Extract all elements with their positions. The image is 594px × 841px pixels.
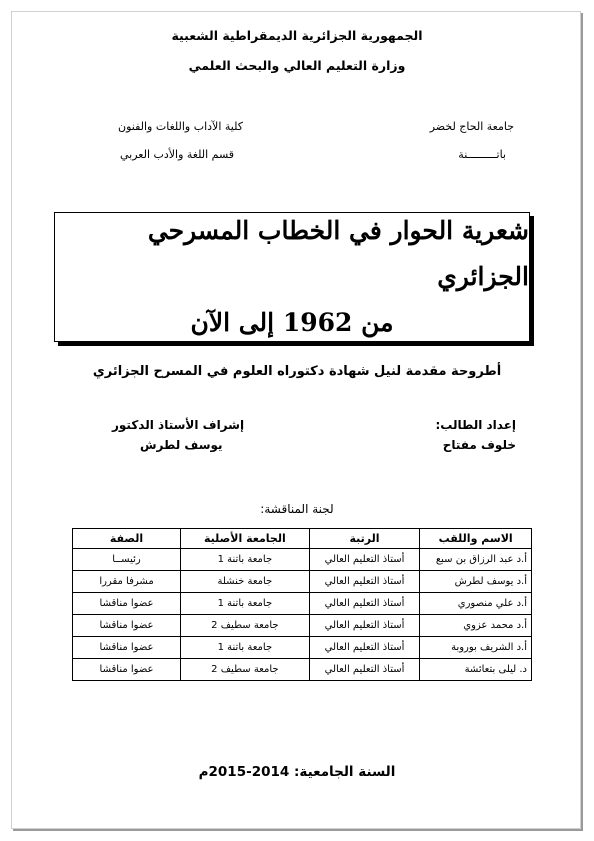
department-name: قسم اللغة والأدب العربي	[120, 148, 235, 161]
student-label: إعداد الطالب:	[435, 418, 516, 432]
member-university: جامعة باتنة 1	[181, 549, 310, 571]
member-rank: أستاذ التعليم العالي	[309, 637, 420, 659]
header-role: الصفة	[73, 529, 181, 549]
member-name: أ.د الشريف بوروبة	[420, 637, 532, 659]
city-name: باتـــــــــنة	[458, 148, 506, 161]
header-name: الاسم واللقب	[420, 529, 532, 549]
table-row	[73, 615, 532, 637]
academic-year: السنة الجامعية: 2014-2015م	[198, 764, 396, 780]
member-rank: أستاذ التعليم العالي	[309, 659, 420, 681]
thesis-title-line-2: من 1962 إلى الآن	[190, 308, 394, 337]
table-row	[73, 593, 532, 615]
committee-header-row	[73, 529, 532, 549]
faculty-name: كلية الآداب واللغات والفنون	[118, 120, 243, 133]
table-row	[73, 571, 532, 593]
member-role: عضوا مناقشا	[73, 637, 181, 659]
supervisor-label: إشراف الأستاذ الدكتور	[112, 418, 245, 432]
member-university: جامعة سطيف 2	[181, 615, 310, 637]
member-name: أ.د محمد عزوي	[420, 615, 532, 637]
table-row	[73, 637, 532, 659]
member-name: أ.د عبد الرزاق بن سبع	[420, 549, 532, 571]
member-rank: أستاذ التعليم العالي	[309, 549, 420, 571]
table-row	[73, 659, 532, 681]
member-rank: أستاذ التعليم العالي	[309, 571, 420, 593]
thesis-statement: أطروحة مقدمة لنيل شهادة دكتوراه العلوم في المسرح الجزائري	[92, 364, 502, 379]
supervisor-name: يوسف لطرش	[140, 438, 223, 452]
member-name: أ.د علي منصوري	[420, 593, 532, 615]
committee-label: لجنة المناقشة:	[260, 502, 334, 516]
republic-heading: الجمهورية الجزائرية الديمقراطية الشعبية	[171, 28, 423, 43]
member-university: جامعة خنشلة	[181, 571, 310, 593]
member-role: رئيســا	[73, 549, 181, 571]
thesis-title-box	[54, 212, 530, 342]
member-role: عضوا مناقشا	[73, 659, 181, 681]
member-name: أ.د يوسف لطرش	[420, 571, 532, 593]
member-university: جامعة باتنة 1	[181, 637, 310, 659]
member-rank: أستاذ التعليم العالي	[309, 615, 420, 637]
member-university: جامعة باتنة 1	[181, 593, 310, 615]
table-row	[73, 549, 532, 571]
member-role: عضوا مناقشا	[73, 615, 181, 637]
header-university: الجامعة الأصلية	[181, 529, 310, 549]
committee-table	[72, 528, 532, 681]
thesis-title-line-1: شعرية الحوار في الخطاب المسرحي الجزائري	[147, 216, 529, 291]
ministry-heading: وزارة التعليم العالي والبحث العلمي	[188, 58, 406, 73]
member-role: عضوا مناقشا	[73, 593, 181, 615]
university-name: جامعة الحاج لخضر	[429, 120, 514, 133]
header-rank: الرتبة	[309, 529, 420, 549]
student-name: خلوف مفتاح	[442, 438, 516, 452]
member-role: مشرفا مقررا	[73, 571, 181, 593]
member-rank: أستاذ التعليم العالي	[309, 593, 420, 615]
member-name: د. ليلى بتعائشة	[420, 659, 532, 681]
member-university: جامعة سطيف 2	[181, 659, 310, 681]
